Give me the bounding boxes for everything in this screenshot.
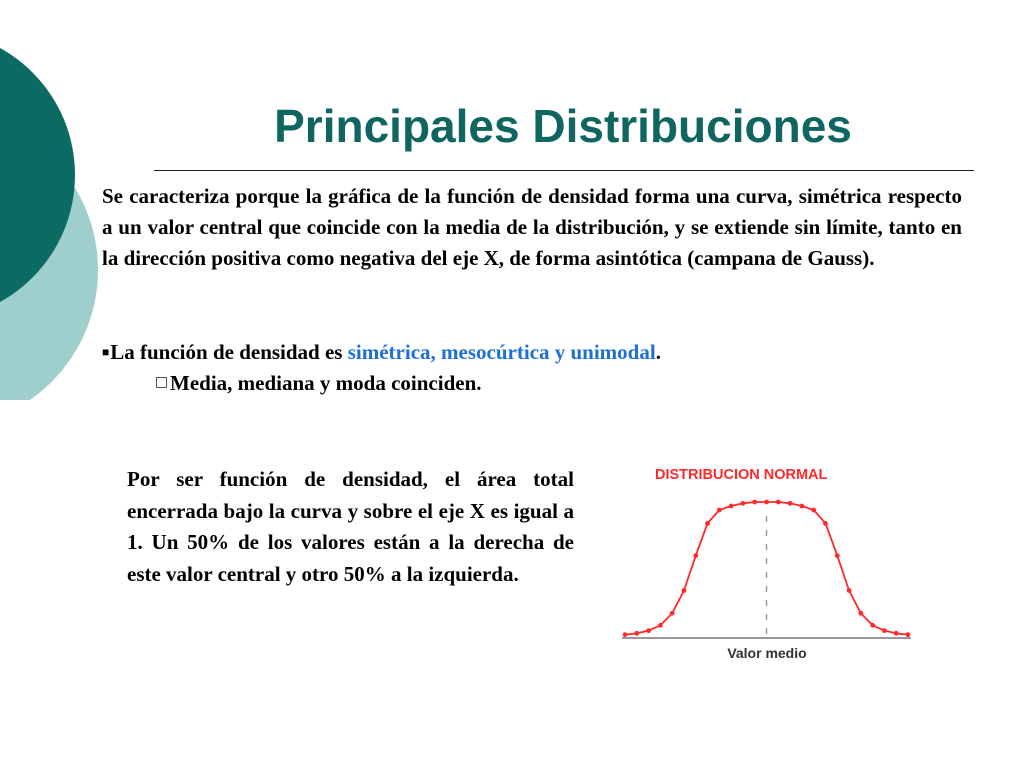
- data-point: [835, 553, 840, 558]
- data-point: [752, 500, 757, 505]
- data-point: [693, 553, 698, 558]
- data-point: [623, 632, 628, 637]
- data-point: [823, 521, 828, 526]
- data-point: [764, 500, 769, 505]
- title-divider: [154, 170, 974, 171]
- bullet-suffix: .: [655, 340, 661, 364]
- bullet-prefix: La función de densidad es: [110, 340, 348, 364]
- sub-bullet-coinciden: [156, 368, 482, 398]
- data-point: [741, 501, 746, 506]
- x-axis-label: Valor medio: [727, 645, 807, 661]
- data-point: [682, 588, 687, 593]
- normal-distribution-chart: [600, 450, 920, 670]
- data-point: [717, 508, 722, 513]
- square-bullet-icon: ■: [102, 345, 110, 359]
- decorative-circles: [0, 0, 100, 400]
- data-point: [870, 623, 875, 628]
- data-point: [788, 501, 793, 506]
- data-point: [670, 611, 675, 616]
- hollow-square-bullet-icon: [156, 377, 167, 388]
- data-point: [646, 628, 651, 633]
- data-point: [634, 631, 639, 636]
- data-point: [776, 500, 781, 505]
- data-point: [705, 521, 710, 526]
- intro-paragraph: Se caracteriza porque la gráfica de la función de densidad forma una curva, simétrica respecto a un valor central que coincide con la media de la distribución, y se extiende sin límite, tanto en la dirección positiva como negativa del eje X, de forma asintótica (campana de Gauss).: [102, 184, 962, 270]
- data-point: [882, 628, 887, 633]
- data-point: [811, 508, 816, 513]
- bullet-highlight: simétrica, mesocúrtica y unimodal: [347, 340, 656, 364]
- data-point: [894, 631, 899, 636]
- data-point: [906, 632, 911, 637]
- data-point: [847, 588, 852, 593]
- chart-title: DISTRIBUCION NORMAL: [655, 467, 828, 483]
- data-point: [858, 611, 863, 616]
- bullet-density: [102, 337, 661, 367]
- area-paragraph: Por ser función de densidad, el área total encerrada bajo la curva y sobre el eje X es igual a 1. Un 50% de los valores están a la derecha de este valor central y otro 50% a la izquierda.: [127, 467, 574, 586]
- data-point: [729, 504, 734, 509]
- slide-title: Principales Distribuciones: [274, 100, 852, 152]
- data-point: [799, 504, 804, 509]
- data-point: [658, 623, 663, 628]
- sub-bullet-text: Media, mediana y moda coinciden.: [170, 371, 482, 395]
